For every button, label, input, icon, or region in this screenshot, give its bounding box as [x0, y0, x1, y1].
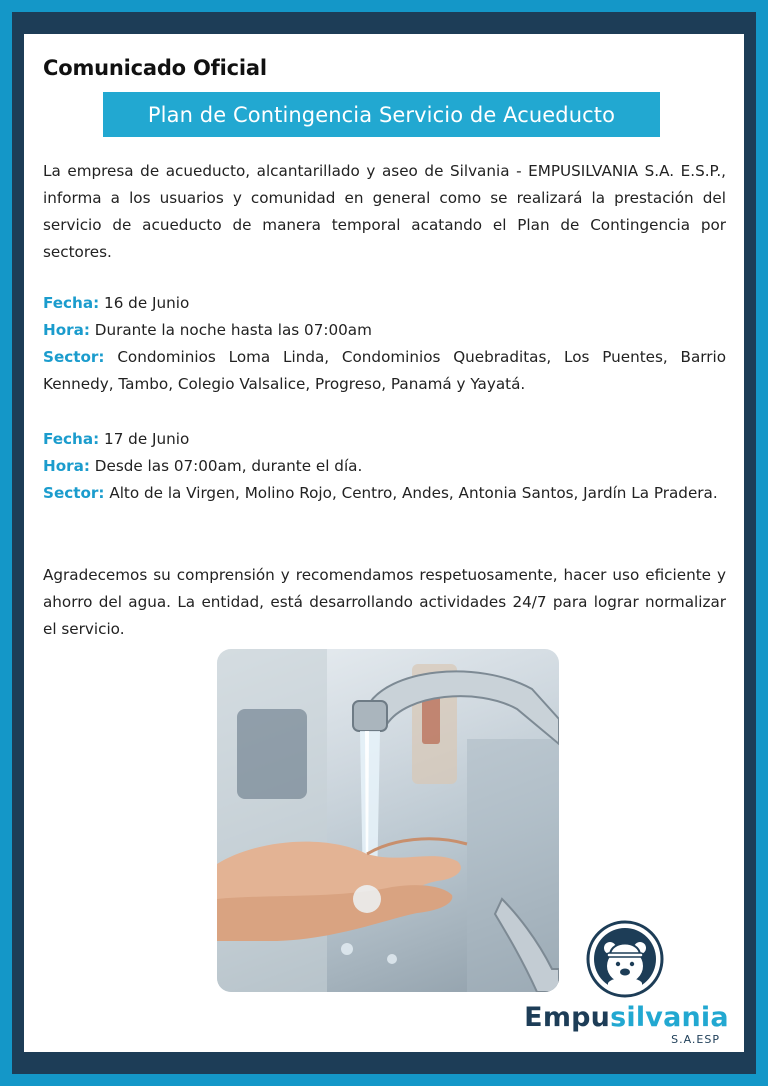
- hora-label: Hora:: [43, 457, 90, 475]
- fecha-value: 17 de Junio: [104, 430, 190, 448]
- hora-value: Durante la noche hasta las 07:00am: [94, 321, 372, 339]
- sector-value: Alto de la Virgen, Molino Rojo, Centro, Andes, Antonia Santos, Jardín La Pradera.: [109, 484, 718, 502]
- empusilvania-logo: [524, 920, 734, 1046]
- page-title: Comunicado Oficial: [43, 56, 267, 80]
- hora-value: Desde las 07:00am, durante el día.: [94, 457, 363, 475]
- logo-subtitle: S.A.ESP: [671, 1033, 720, 1046]
- hora-line: [43, 317, 726, 344]
- logo-name-part2: silvania: [610, 1002, 729, 1033]
- logo-name-part1: Empu: [524, 1002, 611, 1033]
- closing-paragraph: Agradecemos su comprensión y recomendamos respetuosamente, hacer uso eficiente y ahorro del agua. La entidad, está desarrollando actividades 24/7 para lograr normalizar el servicio.: [43, 566, 726, 638]
- document-page: [24, 34, 744, 1052]
- sector-value: Condominios Loma Linda, Condominios Quebraditas, Los Puentes, Barrio Kennedy, Tambo, Colegio Valsalice, Progreso, Panamá y Yayatá.: [43, 348, 726, 393]
- fecha-label: Fecha:: [43, 294, 100, 312]
- bear-with-helmet-icon: [586, 920, 664, 998]
- fecha-value: 16 de Junio: [104, 294, 190, 312]
- sector-line: [43, 480, 726, 507]
- fecha-label: Fecha:: [43, 430, 100, 448]
- sector-line: [43, 344, 726, 398]
- schedule-block-1: [43, 290, 726, 398]
- hands-under-faucet-photo: [217, 649, 559, 992]
- intro-paragraph: La empresa de acueducto, alcantarillado y aseo de Silvania - EMPUSILVANIA S.A. E.S.P., informa a los usuarios y comunidad en general como se realizará la prestación del servicio de acueducto de manera temporal acatando el Plan de Contingencia por sectores.: [43, 162, 726, 261]
- plan-banner: Plan de Contingencia Servicio de Acueducto: [103, 92, 660, 137]
- schedule-block-2: [43, 426, 726, 507]
- fecha-line: [43, 290, 726, 317]
- photo-illustration: [217, 649, 559, 992]
- logo-wordmark: [524, 1002, 729, 1033]
- hora-label: Hora:: [43, 321, 90, 339]
- sector-label: Sector:: [43, 348, 105, 366]
- sector-label: Sector:: [43, 484, 105, 502]
- hora-line: [43, 453, 726, 480]
- fecha-line: [43, 426, 726, 453]
